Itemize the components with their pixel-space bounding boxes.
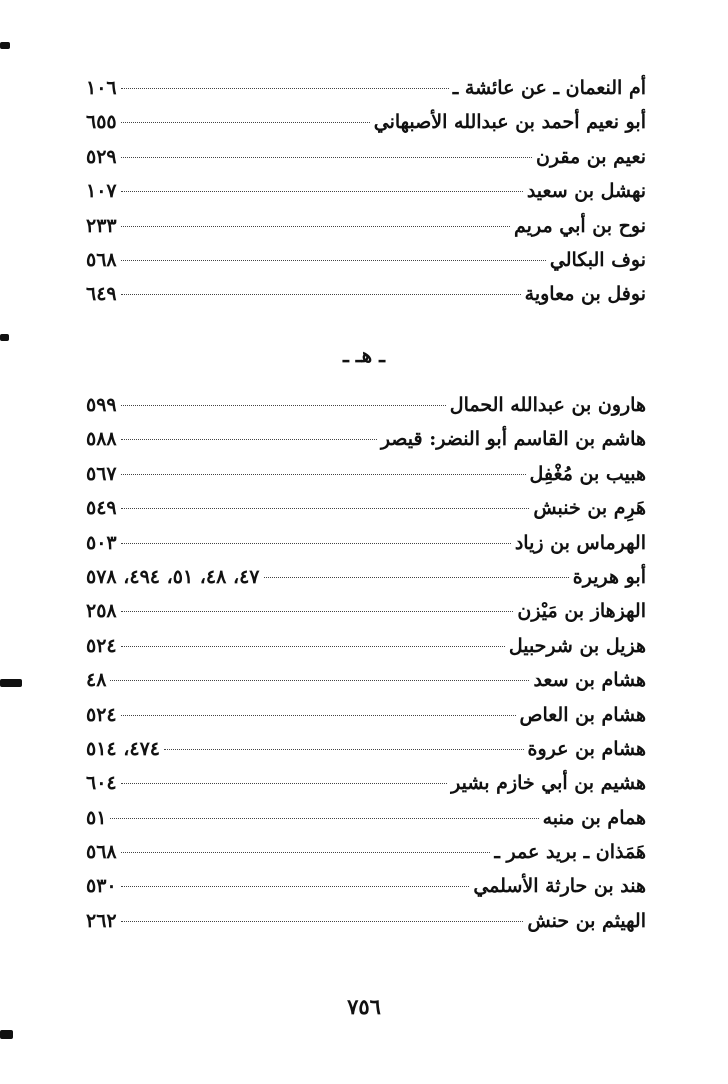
entry-pages: ٤٨	[86, 669, 107, 692]
entry-name: الهيثم بن حنش	[527, 909, 646, 932]
entry-pages: ٥٩٩	[86, 394, 117, 416]
index-entry	[86, 388, 646, 422]
entry-pages: ٥٢٩	[86, 145, 117, 168]
entry-name: هشام بن عروة	[527, 737, 646, 760]
index-list-bottom	[86, 388, 646, 938]
index-entry	[86, 71, 646, 105]
index-entry	[86, 526, 646, 560]
index-entry	[86, 174, 646, 208]
index-entry	[86, 629, 646, 663]
dot-leader	[121, 260, 546, 261]
entry-name: نوف البكالي	[549, 248, 646, 271]
entry-name: هَمَذان ـ بريد عمر ـ	[494, 841, 646, 864]
entry-pages: ٤٧، ٤٨، ٥١، ٤٩٤، ٥٧٨	[86, 565, 260, 588]
entry-pages: ٢٣٣	[86, 214, 117, 237]
dot-leader	[121, 157, 532, 158]
index-entry	[86, 766, 646, 800]
entry-name: هزيل بن شرحبيل	[508, 634, 646, 657]
index-entry	[86, 594, 646, 628]
margin-scan-mark	[0, 679, 22, 687]
dot-leader	[121, 886, 470, 887]
dot-leader	[121, 508, 530, 509]
index-entry	[86, 801, 646, 835]
dot-leader	[121, 294, 521, 295]
margin-scan-mark	[0, 1030, 13, 1039]
entry-pages: ٦٤٩	[86, 283, 117, 306]
dot-leader	[121, 191, 523, 192]
dot-leader	[121, 852, 491, 853]
entry-pages: ١٠٧	[86, 180, 117, 203]
index-entry	[86, 209, 646, 243]
entry-pages: ٥٦٨	[86, 841, 117, 864]
entry-name: هشيم بن أبي خازم بشير	[451, 772, 646, 795]
entry-name: هشام بن العاص	[519, 703, 646, 726]
index-entry	[86, 491, 646, 525]
entry-name: هند بن حارثة الأسلمي	[473, 875, 646, 898]
index-entry	[86, 663, 646, 697]
entry-pages: ٥٨٨	[86, 428, 117, 451]
dot-leader	[121, 88, 449, 89]
entry-pages: ٥١	[86, 806, 107, 829]
entry-pages: ٥٣٠	[86, 875, 117, 898]
entry-name: همام بن منبه	[542, 806, 646, 829]
margin-scan-mark	[0, 334, 9, 341]
page-number: ٧٥٦	[347, 994, 381, 1019]
entry-name: هاشم بن القاسم أبو النضر: قيصر	[380, 428, 646, 451]
dot-leader	[121, 226, 510, 227]
dot-leader	[164, 749, 524, 750]
entry-pages: ٥٤٩	[86, 497, 117, 520]
dot-leader	[121, 715, 516, 716]
index-entry	[86, 243, 646, 277]
entry-pages: ٥٠٣	[86, 531, 117, 554]
entry-pages: ٥٢٤	[86, 703, 117, 726]
entry-name: هشام بن سعد	[533, 669, 646, 692]
entry-pages: ٢٦٢	[86, 909, 117, 932]
margin-scan-mark	[0, 42, 10, 49]
entry-name: أم النعمان ـ عن عائشة ـ	[452, 77, 646, 99]
entry-name: الهرماس بن زياد	[514, 531, 646, 554]
entry-name: هارون بن عبدالله الحمال	[449, 394, 646, 416]
index-list-top	[86, 71, 646, 312]
dot-leader	[121, 439, 377, 440]
entry-pages: ١٠٦	[86, 77, 117, 99]
dot-leader	[121, 474, 526, 475]
entry-name: أبو هريرة	[572, 565, 646, 588]
entry-name: أبو نعيم أحمد بن عبدالله الأصبهاني	[373, 111, 646, 134]
index-entry	[86, 835, 646, 869]
dot-leader	[121, 405, 446, 406]
entry-pages: ٥٦٨	[86, 248, 117, 271]
dot-leader	[264, 577, 569, 578]
entry-name: هَرِم بن خنبش	[533, 497, 646, 520]
dot-leader	[121, 122, 370, 123]
entry-name: نهشل بن سعيد	[526, 180, 646, 203]
entry-name: نعيم بن مقرن	[535, 145, 646, 168]
entry-pages: ٤٧٤، ٥١٤	[86, 737, 160, 760]
index-entry	[86, 698, 646, 732]
index-entry	[86, 560, 646, 594]
index-entry	[86, 732, 646, 766]
section-heading: ـ هـ ـ	[342, 343, 386, 367]
dot-leader	[121, 783, 447, 784]
index-entry	[86, 457, 646, 491]
entry-pages: ٦٠٤	[86, 772, 117, 795]
entry-pages: ٥٦٧	[86, 462, 117, 485]
entry-pages: ٢٥٨	[86, 600, 117, 623]
entry-pages: ٦٥٥	[86, 111, 117, 134]
index-entry	[86, 904, 646, 938]
dot-leader	[121, 646, 505, 647]
dot-leader	[121, 921, 524, 922]
index-entry	[86, 869, 646, 903]
entry-pages: ٥٢٤	[86, 634, 117, 657]
entry-name: نوح بن أبي مريم	[514, 214, 646, 237]
entry-name: هبيب بن مُغْفِل	[529, 462, 646, 485]
entry-name: الهزهاز بن مَيْزن	[517, 600, 646, 623]
index-entry	[86, 105, 646, 139]
index-entry	[86, 140, 646, 174]
index-entry	[86, 277, 646, 311]
index-entry	[86, 422, 646, 456]
dot-leader	[110, 818, 538, 819]
dot-leader	[121, 543, 511, 544]
dot-leader	[121, 611, 514, 612]
entry-name: نوفل بن معاوية	[524, 283, 646, 306]
dot-leader	[110, 680, 529, 681]
